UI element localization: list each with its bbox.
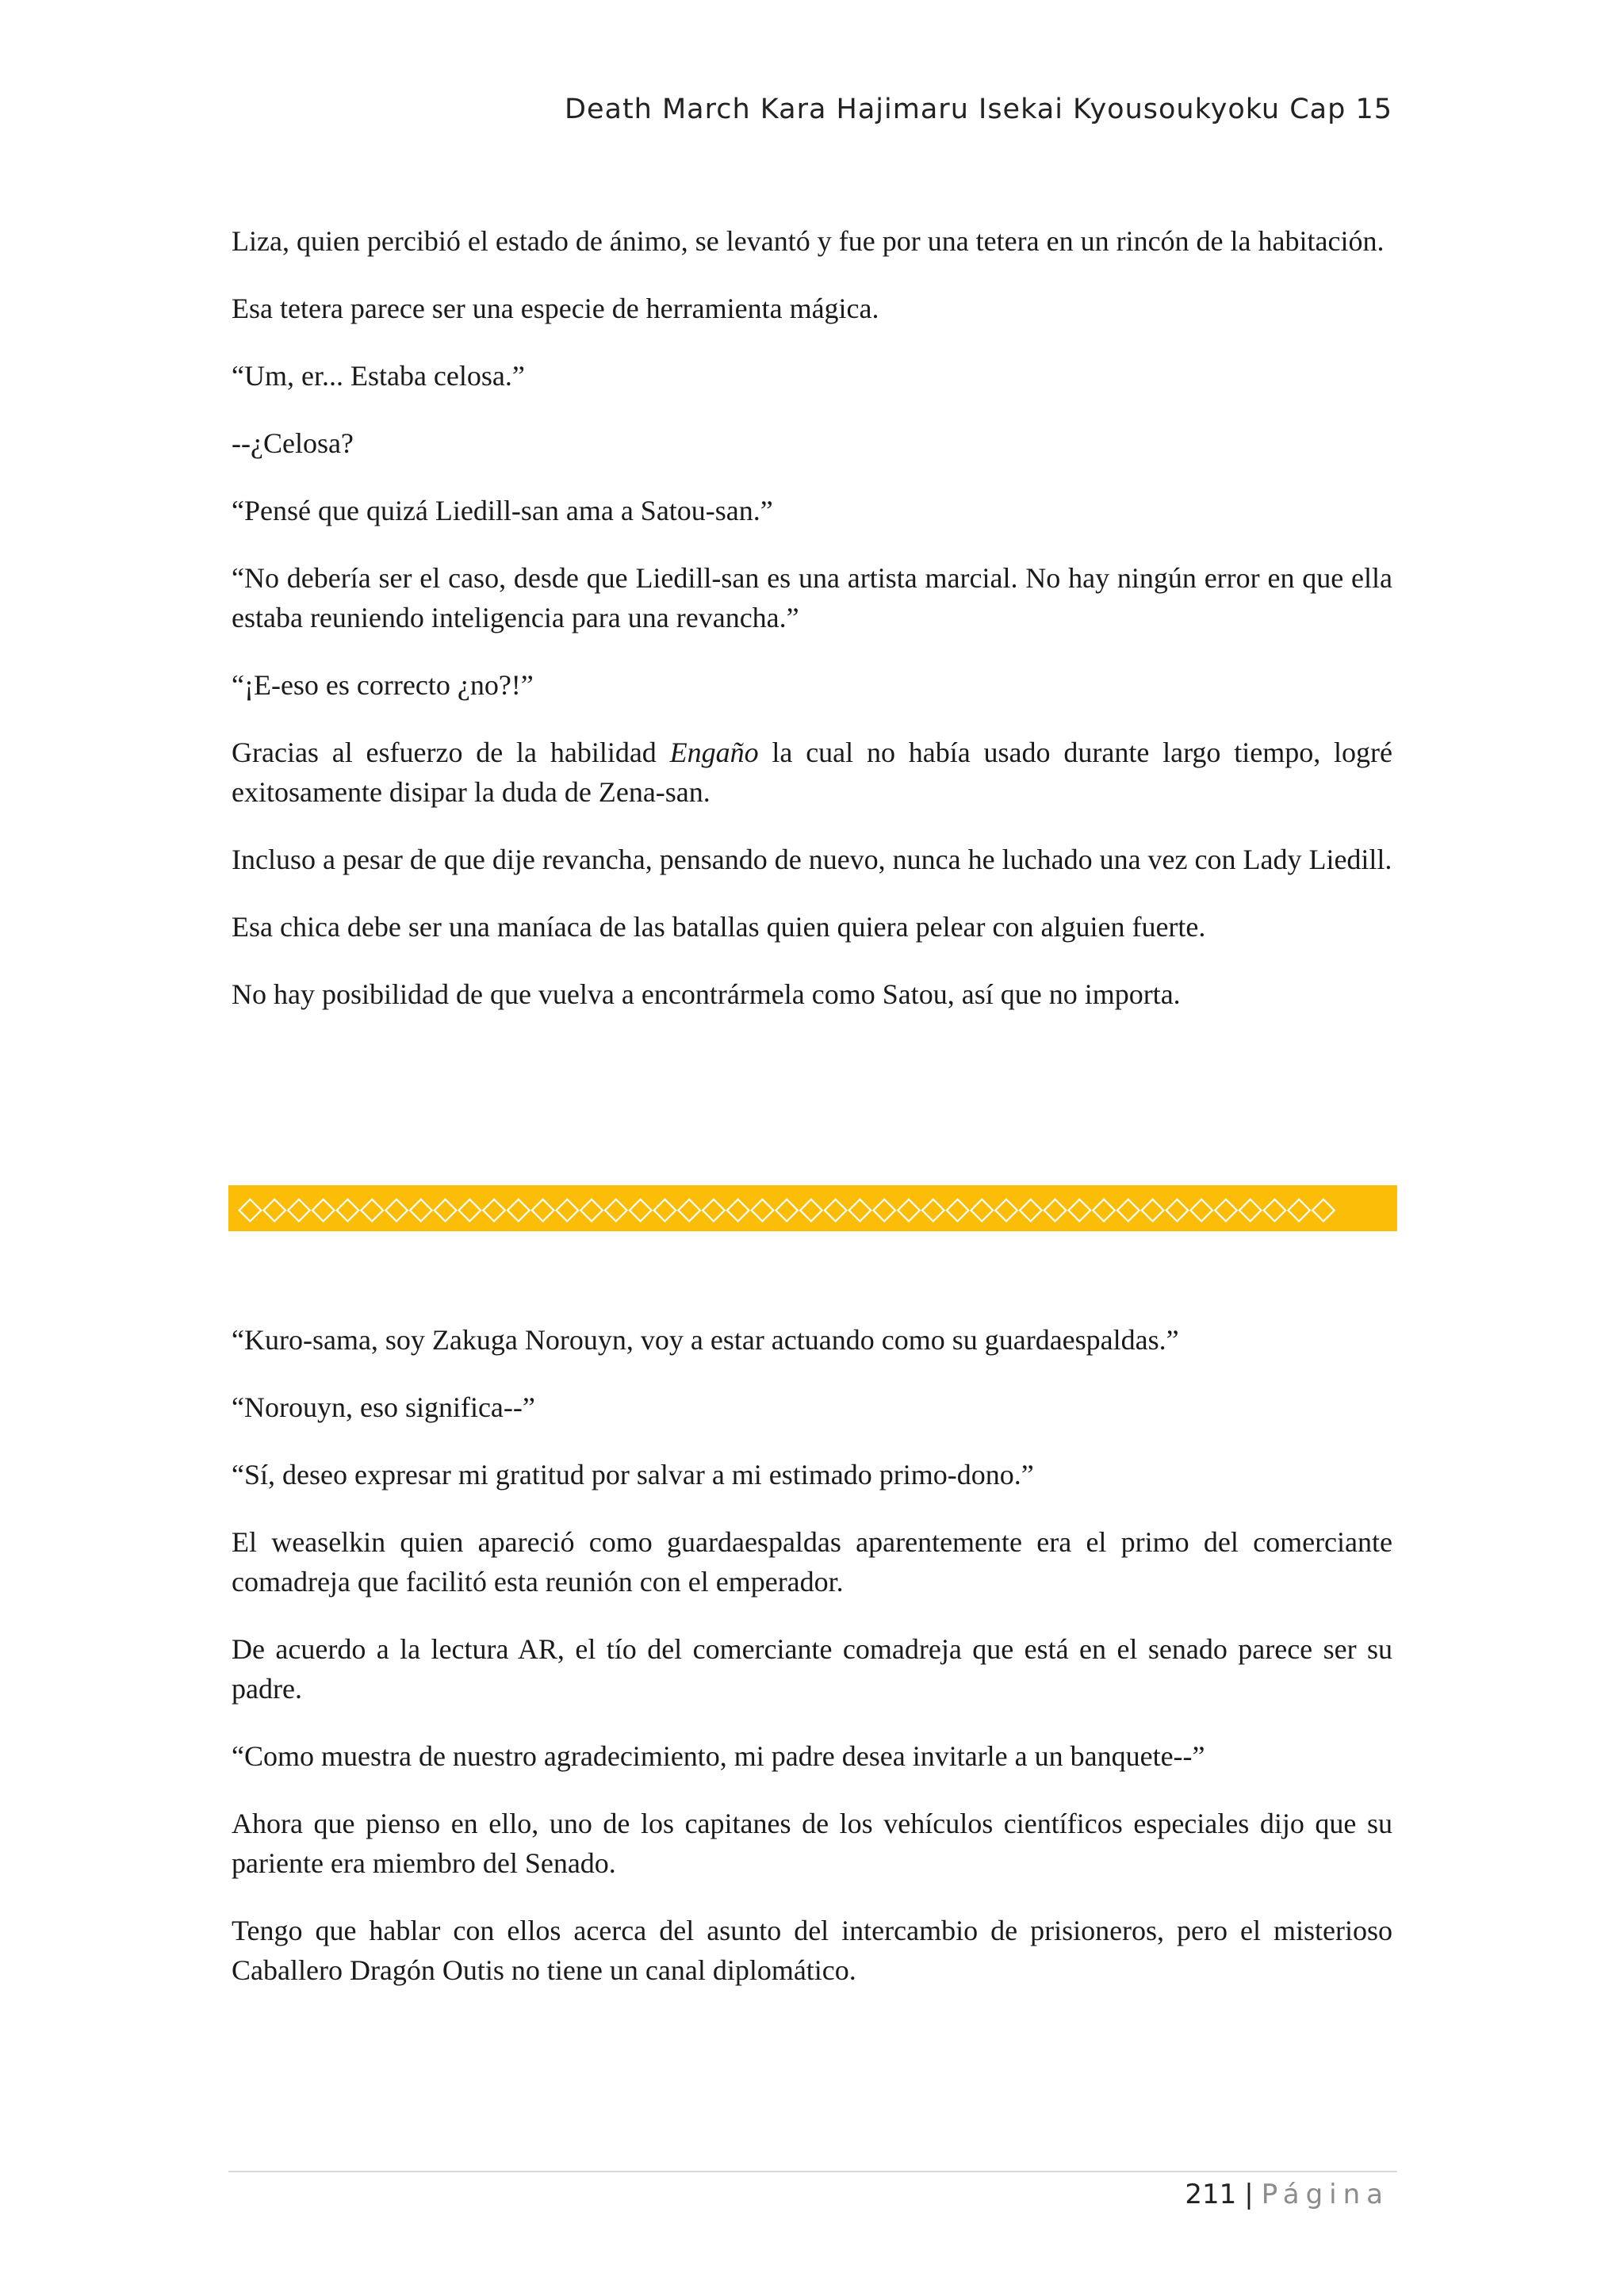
scene-break-divider	[228, 1185, 1397, 1231]
paragraph-text: la cual no había usado durante largo tiempo, logré exitosamente disipar la duda de Zena-san.	[232, 737, 1392, 808]
paragraph: “Como muestra de nuestro agradecimiento, mi padre desea invitarle a un banquete--”	[232, 1740, 1205, 1772]
page-label: Página	[1261, 2179, 1389, 2210]
paragraph: “Kuro-sama, soy Zakuga Norouyn, voy a estar actuando como su guardaespaldas.”	[232, 1324, 1179, 1356]
paragraph: “No debería ser el caso, desde que Liedill-san es una artista marcial. No hay ningún error en que ella estaba reuniendo inteligencia para una revancha.”	[232, 562, 1392, 633]
text-section-1	[232, 221, 1392, 1042]
paragraph: El weaselkin quien apareció como guardaespaldas aparentemente era el primo del comerciante comadreja que facilitó esta reunión con el emperador.	[232, 1526, 1392, 1598]
paragraph: De acuerdo a la lectura AR, el tío del comerciante comadreja que está en el senado parece ser su padre.	[232, 1633, 1392, 1705]
skill-name-emphasis: Engaño	[669, 737, 759, 768]
paragraph: Esa chica debe ser una maníaca de las batallas quien quiera pelear con alguien fuerte.	[232, 911, 1206, 943]
paragraph: “Um, er... Estaba celosa.”	[232, 360, 525, 392]
paragraph: Incluso a pesar de que dije revancha, pensando de nuevo, nunca he luchado una vez con Lady Liedill.	[232, 844, 1392, 875]
paragraph: “Pensé que quizá Liedill-san ama a Satou-san.”	[232, 495, 773, 526]
page-footer	[1185, 2179, 1389, 2210]
page-number: 211	[1185, 2179, 1237, 2210]
paragraph	[232, 733, 1392, 812]
text-section-2	[232, 1320, 1392, 2018]
paragraph: Ahora que pienso en ello, uno de los capitanes de los vehículos científicos especiales dijo que su pariente era miembro del Senado.	[232, 1808, 1392, 1879]
paragraph: Esa tetera parece ser una especie de herramienta mágica.	[232, 293, 879, 324]
paragraph: No hay posibilidad de que vuelva a encontrármela como Satou, así que no importa.	[232, 978, 1181, 1010]
paragraph: “¡E-eso es correcto ¿no?!”	[232, 669, 534, 701]
paragraph: Liza, quien percibió el estado de ánimo, se levantó y fue por una tetera en un rincón de la habitación.	[232, 225, 1385, 257]
paragraph: --¿Celosa?	[232, 427, 354, 459]
page-header: Death March Kara Hajimaru Isekai Kyousoukyoku Cap 15	[565, 94, 1392, 125]
footer-separator: |	[1244, 2179, 1254, 2210]
diamond-pattern: ◇◇◇◇◇◇◇◇◇◇◇◇◇◇◇◇◇◇◇◇◇◇◇◇◇◇◇◇◇◇◇◇◇◇◇◇◇◇◇◇◇◇◇◇◇	[238, 1190, 1336, 1226]
paragraph: Tengo que hablar con ellos acerca del asunto del intercambio de prisioneros, pero el misterioso Caballero Dragón Outis no tiene un canal diplomático.	[232, 1915, 1392, 1986]
footer-divider	[228, 2171, 1397, 2172]
paragraph: “Sí, deseo expresar mi gratitud por salvar a mi estimado primo-dono.”	[232, 1459, 1034, 1490]
paragraph: “Norouyn, eso significa--”	[232, 1391, 535, 1423]
paragraph-text: Gracias al esfuerzo de la habilidad	[232, 737, 670, 768]
